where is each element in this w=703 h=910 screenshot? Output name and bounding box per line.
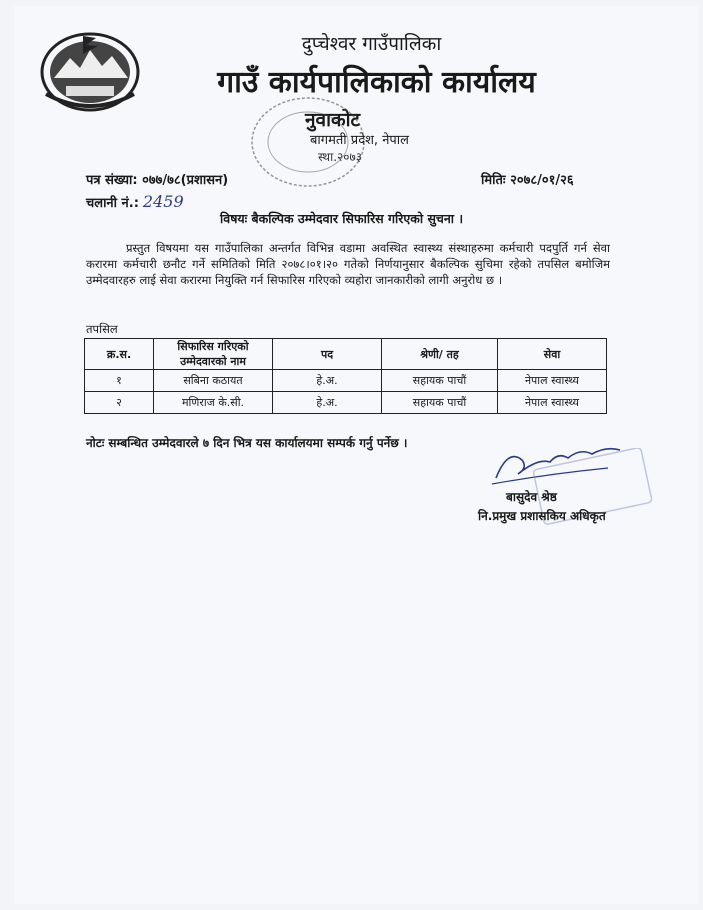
cell-level: सहायक पाचौं xyxy=(382,392,498,414)
table-row xyxy=(85,392,607,414)
cell-candidate-name: मणिराज के.सी. xyxy=(154,392,273,414)
header-post: पद xyxy=(273,339,382,370)
cell-serial: २ xyxy=(85,392,154,414)
cell-level: सहायक पाचौं xyxy=(382,370,498,392)
cell-post: हे.अ. xyxy=(273,370,382,392)
reference-number: पत्र संख्या: ०७७/७८(प्रशासन) xyxy=(86,173,229,188)
letter-body: प्रस्तुत विषयमा यस गाउँपालिका अन्तर्गत विभिन्न वडामा अवस्थित स्वास्थ्य संस्थाहरुमा कर्मचारी पदपुर्ति गर्न सेवा करारमा कर्मचारी छनौट गर्ने समितिको मिति २०७८।०१।२० गतेको निर्णयानुसार बैकल्पिक सुचिमा रहेको तपसिल बमोजिम उम्मेदवारहरु लाई सेवा करारमा नियुक्ति गर्न सिफारिस गरिएको व्यहोरा जानकारीको लागी अनुरोध छ । xyxy=(86,241,610,287)
letter-date: मितिः २०७८/०१/२६ xyxy=(481,173,574,188)
cell-service: नेपाल स्वास्थ्य xyxy=(498,370,607,392)
signatory-title: नि.प्रमुख प्रशासकिय अधिकृत xyxy=(478,509,606,523)
table-header-row xyxy=(85,339,607,370)
dispatch-label: चलानी नं.: xyxy=(86,196,139,211)
cell-post: हे.अ. xyxy=(273,392,382,414)
established-year: स्था.२०७३ xyxy=(318,150,362,164)
cell-candidate-name: सबिना कठायत xyxy=(154,370,273,392)
header-service: सेवा xyxy=(498,339,607,370)
dispatch-handwritten-number: 2459 xyxy=(142,192,184,211)
candidates-table xyxy=(84,338,607,414)
cell-serial: १ xyxy=(85,370,154,392)
municipality-name: दुप्चेश्वर गाउँपालिका xyxy=(301,33,442,55)
letter-subject: विषयः बैकल्पिक उम्मेदवार सिफारिस गरिएको सुचना । xyxy=(220,211,464,226)
office-seal-stamp xyxy=(243,90,373,195)
table-caption: तपसिल xyxy=(86,322,118,336)
header-candidate-name: सिफारिस गरिएको उम्मेदवारको नाम xyxy=(154,339,273,370)
table-row xyxy=(85,370,607,392)
cell-service: नेपाल स्वास्थ्य xyxy=(498,392,607,414)
header-serial: क्र.स. xyxy=(85,339,154,370)
province-name: बागमती प्रदेश, नेपाल xyxy=(310,133,409,148)
note-text: नोटः सम्बन्धित उम्मेदवारले ७ दिन भित्र यस कार्यालयमा सम्पर्क गर्नु पर्नेछ । xyxy=(86,436,408,450)
header-level: श्रेणी/ तह xyxy=(382,339,498,370)
signatory-name: बासुदेव श्रेष्ठ xyxy=(506,490,557,504)
office-name: गाउँ कार्यपालिकाको कार्यालय xyxy=(217,65,536,100)
dispatch-number xyxy=(86,192,184,211)
district-name: नुवाकोट xyxy=(305,109,361,131)
